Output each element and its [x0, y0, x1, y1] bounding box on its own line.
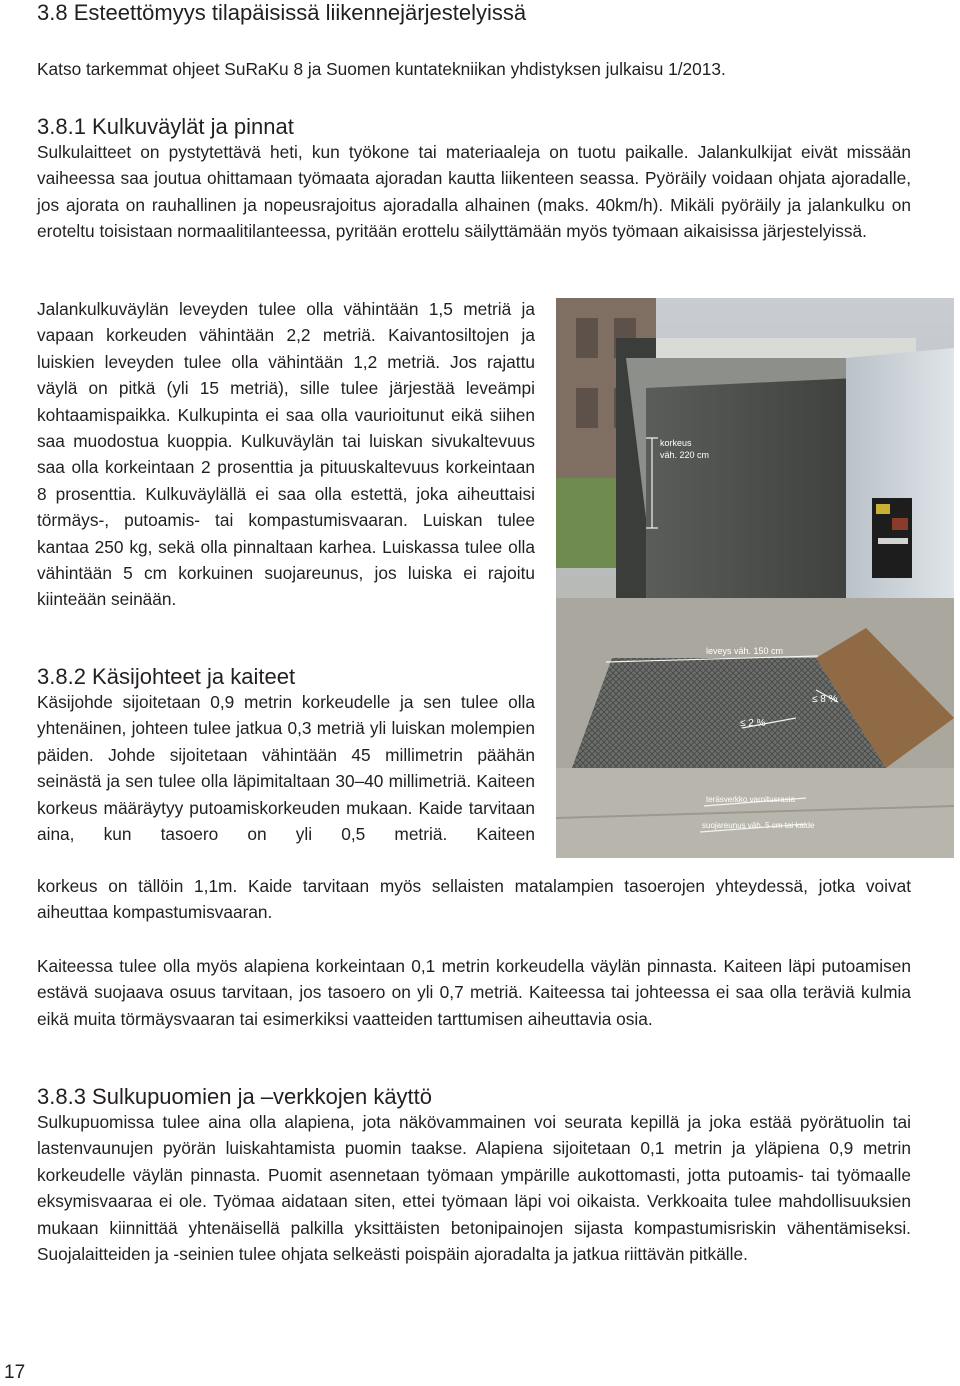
photo-label-grating: teräsverkko varoitusrasia	[706, 795, 795, 804]
paragraph-barriers: Sulkupuomissa tulee aina olla alapiena, jota näkövammainen voi seurata kepillä ja joka estää pyörätuolin tai lastenvaunujen pyörän luiskahtamista puomin taakse. Alapiena sijoitetaan 0,1 metrin ja yläpiena 0,9 metrin korkeudelle väylän pinnasta. Puomit asennetaan työmaan ympärille aukottomasti, jotta putoamis- tai työmaalle eksymisvaaraa ei ole. Työmaa aidataan siten, ettei työmaan läpi voi oikaista. Verkkoaita tulee mahdollisuuksien mukaan kiinnittää yhtenäisellä palkilla yksittäisten betonipainojen sijasta kompastumisriskin vähentämiseksi. Suojalaitteiden ja -seinien tulee ohjata selkeästi poispäin ajoradalta ja jatkua riittävän pitkälle.	[37, 1112, 911, 1265]
photo-label-slope: ≤ 8 %	[812, 694, 838, 705]
subsection-heading-3-8-2: 3.8.2 Käsijohteet ja kaiteet	[37, 664, 296, 689]
photo-label-edge: suojareunus väh. 5 cm tai kaide	[702, 821, 815, 830]
intro-text: Katso tarkemmat ohjeet SuRaKu 8 ja Suomen kuntatekniikan yhdistyksen julkaisu 1/2013.	[37, 59, 726, 79]
paragraph-walkways: Sulkulaitteet on pystytettävä heti, kun työkone tai materiaaleja on tuotu paikalle. Jalankulkijat eivät missään vaiheessa saa joutua ohittamaan työmaata ajoradan kautta liikenteen seassa. Pyöräily voidaan ohjata ajoradalle, jos ajorata on rauhallinen ja nopeusrajoitus ajoradalla alhainen (maks. 40km/h). Mikäli pyöräily ja jalankulku on eroteltu toisistaan normaalitilanteessa, pyritään erottelu säilyttämään myös työmaan aikaisissa järjestelyissä.	[37, 142, 911, 242]
paragraph-handrails: Käsijohde sijoitetaan 0,9 metrin korkeudelle ja sen tulee olla yhtenäinen, johteen tulee jatkua 0,3 metriä yli luiskan molempien päiden. Johde sijoitetaan vähintään 45 millimetrin päähän seinästä ja sen tulee olla läpimitaltaan 30–40 millimetriä. Kaiteen korkeus määräytyy putoamiskorkeuden mukaan. Kaide tarvitaan aina, kun tasoero on yli 0,5 metriä. Kaiteen	[37, 692, 535, 845]
page-number: 17	[4, 1362, 26, 1383]
walkway-photo	[556, 298, 954, 858]
photo-label-side-slope: ≤ 2 %	[740, 718, 766, 729]
subsection-heading-3-8-3: 3.8.3 Sulkupuomien ja –verkkojen käyttö	[37, 1084, 433, 1109]
photo-label-height-value: väh. 220 cm	[660, 450, 710, 460]
paragraph-handrails-cont: korkeus on tällöin 1,1m. Kaide tarvitaan myös sellaisten matalampien tasoerojen yhteydessä, jotka voivat aiheuttaa kompastumisvaaran.	[37, 876, 911, 923]
section-heading: 3.8 Esteettömyys tilapäisissä liikennejärjestelyissä	[37, 0, 527, 25]
paragraph-railing-details: Kaiteessa tulee olla myös alapiena korkeintaan 0,1 metrin korkeudella väylän pinnasta. Kaiteen läpi putoamisen estävä suojaava osuus tarvitaan, jos tasoero on yli 0,7 metriä. Kaiteessa tai johteessa ei saa olla teräviä kulmia eikä muita törmäysvaaran tai esimerkiksi vaatteiden tarttumisen aiheuttavia osia.	[37, 956, 911, 1029]
subsection-heading-3-8-1: 3.8.1 Kulkuväylät ja pinnat	[37, 114, 294, 139]
photo-label-width: leveys väh. 150 cm	[706, 646, 784, 656]
photo-label-height: korkeus	[660, 438, 692, 448]
paragraph-walkway-dimensions: Jalankulkuväylän leveyden tulee olla vähintään 1,5 metriä ja vapaan korkeuden vähintään 2,2 metriä. Kaivantosiltojen ja luiskien leveyden tulee olla vähintään 1,2 metriä. Jos rajattu väylä on pitkä (yli 15 metriä), sille tulee järjestää leveämpi kohtaamispaikka. Kulkupinta ei saa olla vaurioitunut eikä siihen saa muodostua kuoppia. Kulkuväylän tai luiskan sivukaltevuus saa olla korkeintaan 2 prosenttia ja pituuskaltevuus korkeintaan 8 prosenttia. Kulkuväylällä ei saa olla estettä, joka aiheuttaisi törmäys-, putoamis- tai kompastumisvaaran. Luiskan tulee kantaa 250 kg, sekä olla pinnaltaan karhea. Luiskassa tulee olla vähintään 5 cm korkuinen suojareunus, jos luiska ei rajoitu kiinteään seinään.	[37, 299, 535, 610]
